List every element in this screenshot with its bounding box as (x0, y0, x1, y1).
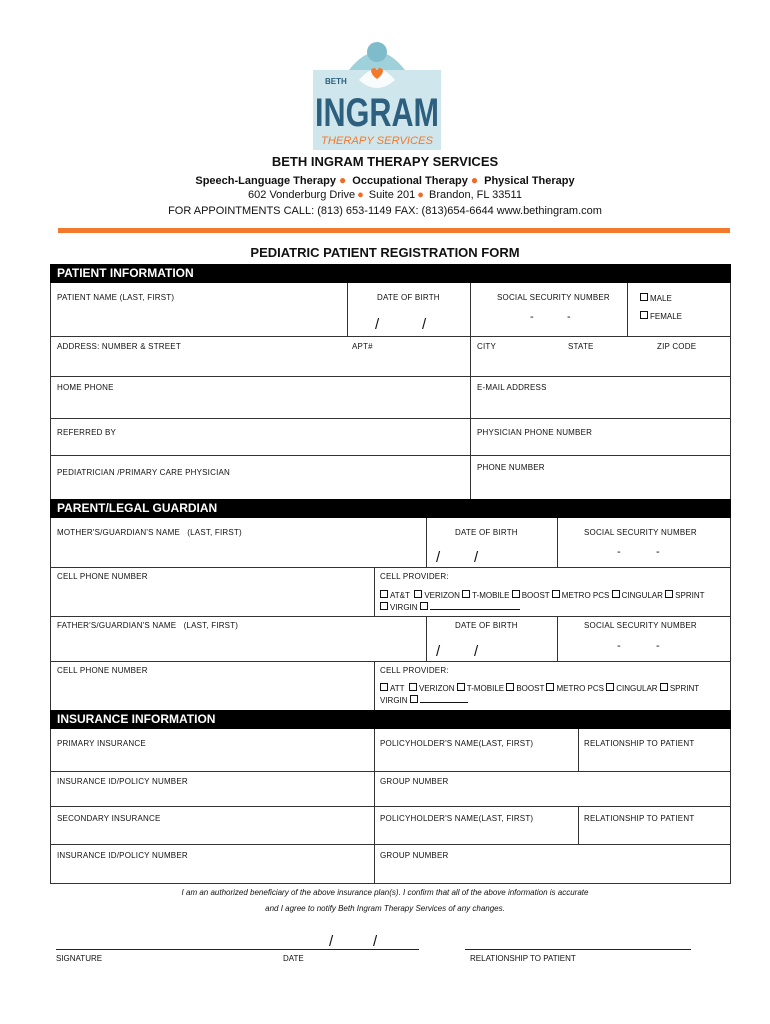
date-slash: / (436, 643, 441, 660)
section-parent-guardian: PARENT/LEGAL GUARDIAN (50, 499, 731, 518)
ssn-dash: - (656, 546, 660, 558)
secondary-insurance-label: SECONDARY INSURANCE (57, 814, 161, 823)
address-suite: Suite 201 (368, 189, 416, 201)
divider (50, 771, 731, 772)
patient-dob-label: DATE OF BIRTH (377, 293, 440, 302)
checkbox-icon (606, 683, 614, 691)
provider-label: AT&T (390, 591, 410, 600)
provider-label: CINGULAR (621, 591, 663, 600)
mother-ssn-label: SOCIAL SECURITY NUMBER (584, 528, 697, 537)
divider (426, 518, 427, 568)
mother-name-label (57, 528, 242, 537)
section-patient-information: PATIENT INFORMATION (50, 264, 731, 283)
address-street: 602 Vonderburg Drive (248, 189, 356, 201)
divider (426, 616, 427, 661)
father-provider-options (380, 683, 725, 707)
male-label: MALE (650, 294, 672, 303)
mother-cell-provider-label: CELL PROVIDER: (380, 572, 449, 581)
logo-text-therapy-services: THERAPY SERVICES (321, 135, 434, 147)
logo-text-ingram: INGRAM (315, 91, 439, 135)
section-insurance-information: INSURANCE INFORMATION (50, 710, 731, 729)
pediatrician-label: PEDIATRICIAN /PRIMARY CARE PHYSICIAN (57, 468, 231, 477)
referred-by-label: REFERRED BY (57, 428, 117, 437)
mother-dob-label: DATE OF BIRTH (455, 528, 518, 537)
provider-metropcs-checkbox[interactable] (552, 591, 610, 600)
provider-sprint-checkbox[interactable] (660, 684, 699, 693)
address-city: Brandon, FL 33511 (428, 189, 522, 201)
provider-tmobile-checkbox[interactable] (462, 591, 509, 600)
patient-name-label: PATIENT NAME (LAST, FIRST) (57, 293, 175, 302)
form-title: PEDIATRIC PATIENT REGISTRATION FORM (250, 245, 520, 260)
provider-label: VIRGIN (390, 603, 418, 612)
secondary-group-label: GROUP NUMBER (380, 851, 449, 860)
provider-sprint-checkbox[interactable] (665, 591, 704, 600)
date-slash: / (373, 933, 378, 950)
city-label: CITY (477, 342, 497, 351)
form-border-right (730, 264, 731, 884)
divider (470, 283, 471, 336)
bullet-icon: ● (338, 173, 347, 187)
secondary-insurance-id-label: INSURANCE ID/POLICY NUMBER (57, 851, 188, 860)
date-slash: / (422, 316, 427, 333)
date-slash: / (375, 316, 380, 333)
divider (374, 567, 375, 616)
divider (50, 418, 731, 419)
date-slash: / (474, 643, 479, 660)
divider (557, 518, 558, 568)
checkbox-icon (552, 590, 560, 598)
relationship-signature-line[interactable] (465, 949, 691, 950)
relationship-label: RELATIONSHIP TO PATIENT (470, 954, 576, 963)
email-label: E-MAIL ADDRESS (477, 383, 547, 392)
primary-insurance-id-label: INSURANCE ID/POLICY NUMBER (57, 777, 188, 786)
provider-label: VERIZON (418, 684, 455, 693)
ssn-dash: - (530, 311, 534, 323)
bullet-icon: ● (470, 173, 479, 187)
date-slash: / (329, 933, 334, 950)
divider (557, 616, 558, 661)
father-cell-provider-label: CELL PROVIDER: (380, 666, 449, 675)
divider (578, 806, 579, 844)
address-label: ADDRESS: NUMBER & STREET (57, 342, 181, 351)
address-line (0, 189, 770, 201)
bullet-icon: ● (417, 189, 424, 201)
service-occupational: Occupational Therapy (352, 175, 468, 187)
provider-tmobile-checkbox[interactable] (457, 684, 504, 693)
ssn-dash: - (567, 311, 571, 323)
checkbox-icon (414, 590, 422, 598)
date-label: DATE (283, 954, 304, 963)
beth-ingram-logo (309, 40, 445, 152)
provider-label: SPRINT (669, 684, 700, 693)
checkbox-icon (640, 311, 648, 319)
signature-label: SIGNATURE (56, 954, 103, 963)
checkbox-icon (640, 293, 648, 301)
provider-cingular-checkbox[interactable] (612, 591, 663, 600)
divider (50, 567, 731, 568)
org-name: BETH INGRAM THERAPY SERVICES (271, 154, 499, 169)
mother-name-text: MOTHER'S/GUARDIAN'S NAME (57, 528, 180, 537)
divider (578, 729, 579, 771)
checkbox-icon (409, 683, 417, 691)
ssn-dash: - (617, 546, 621, 558)
authorization-line-1: I am an authorized beneficiary of the above insurance plan(s). I confirm that all of the above information is accurate (181, 888, 589, 897)
provider-label: T-MOBILE (472, 591, 510, 600)
divider (50, 844, 731, 845)
services-line (0, 173, 770, 187)
provider-virgin-checkbox[interactable] (380, 603, 418, 612)
signature-date-line[interactable] (56, 949, 419, 950)
divider (347, 283, 348, 336)
provider-att-checkbox[interactable] (380, 591, 410, 600)
mother-provider-options (380, 590, 725, 614)
father-ssn-label: SOCIAL SECURITY NUMBER (584, 621, 697, 630)
provider-label: METRO PCS (561, 591, 610, 600)
phone-number-label: PHONE NUMBER (477, 463, 545, 472)
primary-relationship-label: RELATIONSHIP TO PATIENT (584, 739, 695, 748)
form-border-bottom (50, 883, 731, 884)
checkbox-icon (380, 683, 388, 691)
father-cell-label: CELL PHONE NUMBER (57, 666, 148, 675)
provider-label: BOOST (521, 591, 550, 600)
checkbox-icon (380, 590, 388, 598)
last-first-text: (LAST, FIRST) (183, 621, 239, 630)
provider-verizon-checkbox[interactable] (414, 591, 460, 600)
checkbox-icon (380, 602, 388, 610)
provider-other-blank[interactable] (430, 602, 520, 610)
divider (50, 336, 731, 337)
zip-label: ZIP CODE (657, 342, 697, 351)
provider-label: SPRINT (675, 591, 705, 600)
service-speech: Speech-Language Therapy (195, 175, 336, 187)
provider-label: VERIZON (424, 591, 460, 600)
checkbox-icon (457, 683, 465, 691)
divider (50, 806, 731, 807)
checkbox-icon (506, 683, 514, 691)
physician-phone-label: PHYSICIAN PHONE NUMBER (477, 428, 593, 437)
secondary-policyholder-label: POLICYHOLDER'S NAME(LAST, FIRST) (380, 814, 534, 823)
checkbox-icon (665, 590, 673, 598)
primary-group-label: GROUP NUMBER (380, 777, 449, 786)
checkbox-icon (546, 683, 554, 691)
date-slash: / (474, 549, 479, 566)
patient-ssn-label: SOCIAL SECURITY NUMBER (497, 293, 610, 302)
provider-label: T-MOBILE (466, 684, 505, 693)
father-name-text: FATHER'S/GUARDIAN'S NAME (57, 621, 177, 630)
provider-label: ATT (390, 684, 405, 693)
checkbox-icon (420, 602, 428, 610)
last-first-text: (LAST, FIRST) (187, 528, 242, 537)
father-dob-label: DATE OF BIRTH (455, 621, 518, 630)
divider (50, 661, 731, 662)
provider-att-checkbox[interactable] (380, 684, 405, 693)
checkbox-icon (512, 590, 520, 598)
primary-policyholder-label: POLICYHOLDER'S NAME(LAST, FIRST) (380, 739, 534, 748)
checkbox-icon (410, 695, 418, 703)
contact-line: FOR APPOINTMENTS CALL: (813) 653-1149 FAX: (813)654-6644 www.bethingram.com (168, 205, 602, 217)
mother-cell-label: CELL PHONE NUMBER (57, 572, 148, 581)
primary-insurance-label: PRIMARY INSURANCE (57, 739, 146, 748)
divider (50, 376, 731, 377)
father-name-label (57, 621, 238, 630)
divider (627, 283, 628, 336)
ssn-dash: - (617, 640, 621, 652)
provider-label: METRO PCS (556, 684, 604, 693)
provider-metropcs-checkbox[interactable] (546, 684, 604, 693)
checkbox-icon (612, 590, 620, 598)
provider-verizon-checkbox[interactable] (409, 684, 455, 693)
authorization-line-2: and I agree to notify Beth Ingram Therapy Services of any changes. (265, 904, 505, 913)
provider-label: CINGULAR (616, 684, 658, 693)
female-label: FEMALE (650, 312, 683, 321)
home-phone-label: HOME PHONE (57, 383, 114, 392)
orange-divider (58, 228, 730, 233)
gender-male-checkbox[interactable] (640, 293, 672, 303)
secondary-relationship-label: RELATIONSHIP TO PATIENT (584, 814, 695, 823)
service-physical: Physical Therapy (484, 175, 575, 187)
divider (50, 455, 731, 456)
checkbox-icon (660, 683, 668, 691)
provider-boost-checkbox[interactable] (512, 591, 550, 600)
provider-label: VIRGIN (380, 696, 408, 705)
provider-boost-checkbox[interactable] (506, 684, 544, 693)
checkbox-icon (462, 590, 470, 598)
provider-cingular-checkbox[interactable] (606, 684, 657, 693)
gender-female-checkbox[interactable] (640, 311, 682, 321)
logo-text-beth: BETH (325, 77, 347, 86)
ssn-dash: - (656, 640, 660, 652)
bullet-icon: ● (357, 189, 364, 201)
state-label: STATE (568, 342, 594, 351)
provider-label: BOOST (516, 684, 545, 693)
divider (374, 661, 375, 710)
form-border-left (50, 264, 51, 884)
provider-virgin-checkbox[interactable] (380, 696, 468, 705)
date-slash: / (436, 549, 441, 566)
provider-other-blank[interactable] (420, 695, 468, 703)
provider-other-checkbox[interactable] (420, 603, 520, 612)
divider (50, 616, 731, 617)
apt-label: APT# (352, 342, 373, 351)
